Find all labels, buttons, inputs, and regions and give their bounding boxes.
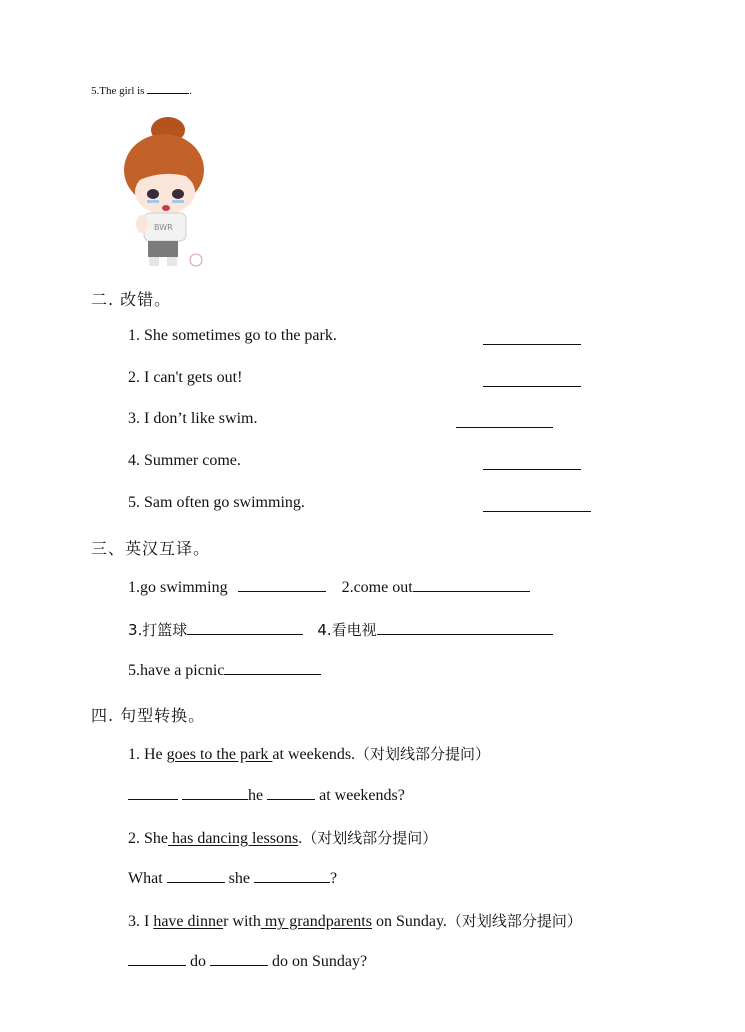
q5-suffix: . (189, 85, 192, 97)
s2-answer-1[interactable] (483, 330, 581, 345)
s2-answer-3[interactable] (456, 413, 553, 428)
s4-answer-line-1 (128, 785, 405, 805)
s4-q3-underlined-2: my grandparents (260, 913, 372, 930)
s4-a2-blank-1[interactable] (167, 868, 225, 883)
section-2-heading: 二. 改错。 (91, 290, 172, 309)
s4-a1-blank-1[interactable] (128, 785, 178, 800)
s2-item-1: 1. She sometimes go to the park. (128, 327, 337, 344)
s3-answer-4[interactable] (377, 620, 553, 635)
s4-q3-middle: r with (223, 913, 261, 930)
girl-cartoon-image (118, 112, 210, 272)
s3-item-1: 1.go swimming (128, 579, 228, 596)
s4-a1-blank-3[interactable] (267, 785, 315, 800)
s2-item-5: 5. Sam often go swimming. (128, 494, 305, 511)
s2-answer-5[interactable] (483, 497, 591, 512)
s4-question-2 (128, 827, 437, 848)
section-4-heading: 四. 句型转换。 (91, 706, 206, 725)
s4-q2-note: （对划线部分提问） (302, 829, 438, 847)
s4-question-1 (128, 743, 490, 764)
s4-q3-underlined-1: have dinne (153, 913, 224, 930)
s4-q3-note: （对划线部分提问） (446, 912, 582, 930)
s4-a3-blank-2[interactable] (210, 951, 268, 966)
s2-item-3: 3. I don’t like swim. (128, 410, 258, 427)
s4-a3-word-1: do (190, 953, 206, 970)
s4-a1-word-1: he (248, 787, 264, 804)
s4-a3-word-2: do on Sunday? (272, 953, 368, 970)
s3-row-3 (128, 660, 321, 680)
s4-q1-note: （对划线部分提问） (355, 745, 491, 763)
s3-item-2: 2.come out (341, 579, 413, 596)
s4-question-3 (128, 910, 582, 931)
s3-row-2 (128, 619, 553, 640)
s3-answer-3[interactable] (187, 620, 303, 635)
s4-a2-word-3: ? (329, 870, 338, 887)
s4-q2-underlined: has dancing lessons (168, 830, 299, 847)
s4-q3-end: on Sunday. (371, 913, 447, 930)
s2-answer-4[interactable] (483, 455, 581, 470)
s2-item-4: 4. Summer come. (128, 452, 241, 469)
answer-blank[interactable] (147, 84, 189, 94)
s3-answer-5[interactable] (224, 660, 321, 675)
s3-item-4: 4.看电视 (317, 621, 377, 639)
s4-q2-start: 2. She (128, 830, 168, 847)
section-3-heading: 三、英汉互译。 (91, 539, 211, 558)
s4-q1-start: 1. He (128, 746, 167, 763)
question-5-top (91, 84, 192, 97)
s3-item-3: 3.打篮球 (128, 621, 188, 639)
s4-q2-end: . (298, 830, 303, 847)
q5-prefix: 5.The girl is (91, 85, 145, 97)
s4-a3-blank-1[interactable] (128, 951, 186, 966)
s3-item-5: 5.have a picnic (128, 662, 225, 679)
s4-answer-line-3 (128, 951, 367, 971)
s4-answer-line-2 (128, 868, 337, 888)
s3-row-1 (128, 577, 530, 597)
s3-answer-2[interactable] (413, 577, 530, 592)
s2-answer-2[interactable] (483, 372, 581, 387)
s4-q3-start: 3. I (128, 913, 154, 930)
s4-q1-underlined: goes to the park (166, 746, 273, 763)
svg-text:BWR: BWR (154, 223, 173, 232)
s4-q1-end: at weekends. (272, 746, 356, 763)
s4-a2-blank-2[interactable] (254, 868, 330, 883)
s2-item-2: 2. I can't gets out! (128, 369, 243, 386)
s4-a1-blank-2[interactable] (182, 785, 248, 800)
s3-answer-1[interactable] (238, 577, 326, 592)
s4-a2-word-2: she (228, 870, 250, 887)
s4-a2-word-1: What (128, 870, 163, 887)
s4-a1-word-2: at weekends? (319, 787, 405, 804)
